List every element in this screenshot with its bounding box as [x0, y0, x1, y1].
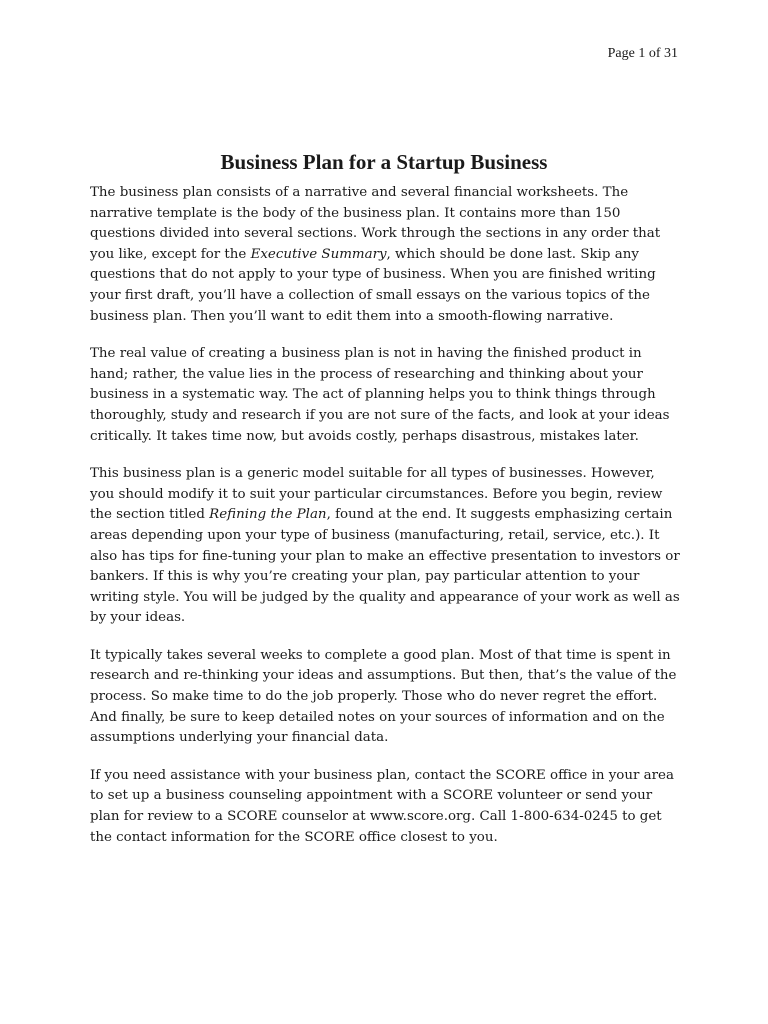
page-number: Page 1 of 31 — [607, 46, 678, 61]
refining-the-plan-reference: Refining the Plan — [209, 507, 327, 523]
paragraph-value: The real value of creating a business plan is not in having the finished product in hand; rather, the value lies in the process of researching and thinking about your business in a systematic way. The act of planning helps you to think things through thoroughly, study and research if you are not sure of the facts, and look at your ideas critically. It takes time now, but avoids costly, perhaps disastrous, mistakes later. — [90, 346, 670, 444]
document-body — [90, 183, 680, 865]
paragraph-generic-model-text-a: This business plan is a generic model suitable for all types of businesses. However, you should modify it to suit your particular circumstances. Before you begin, review the section titled — [90, 466, 663, 523]
executive-summary-reference: Executive Summary — [250, 246, 387, 262]
paragraph-timing: It typically takes several weeks to complete a good plan. Most of that time is spent in research and re-thinking your ideas and assumptions. But then, that’s the value of the process. So make time to do the job properly. Those who do never regret the effort. And finally, be sure to keep detailed notes on your sources of information and on the assumptions underlying your financial data. — [90, 647, 677, 746]
paragraph-assistance: If you need assistance with your business plan, contact the SCORE office in your area to set up a business counseling appointment with a SCORE volunteer or send your plan for review to a SCORE counselor at www.score.org. Call 1-800-634-0245 to get the contact information for the SCORE office closest to you. — [90, 767, 674, 845]
paragraph-intro-text-a: The business plan consists of a narrative and several financial worksheets. The narrative template is the body of the business plan. It contains more than 150 questions divided into several sections. Work through the sections in any order that you like, except for the — [90, 185, 661, 262]
document-title: Business Plan for a Startup Business — [220, 150, 548, 174]
paragraph-intro — [90, 183, 680, 327]
paragraph-intro-text-b: , which should be done last. Skip any questions that do not apply to your type of business. When you are finished writing your first draft, you’ll have a collection of small essays on the various topics of the business plan. Then you’ll want to edit them into a smooth-flowing narrative. — [90, 246, 656, 324]
paragraph-generic-model-text-b: , found at the end. It suggests emphasizing certain areas depending upon your type of business (manufacturing, retail, service, etc.). It also has tips for fine-tuning your plan to make an effective presentation to investors or bankers. If this is why you’re creating your plan, pay particular attention to your writing style. You will be judged by the quality and appearance of your work as well as by your ideas. — [90, 507, 680, 626]
paragraph-generic-model — [90, 464, 680, 629]
